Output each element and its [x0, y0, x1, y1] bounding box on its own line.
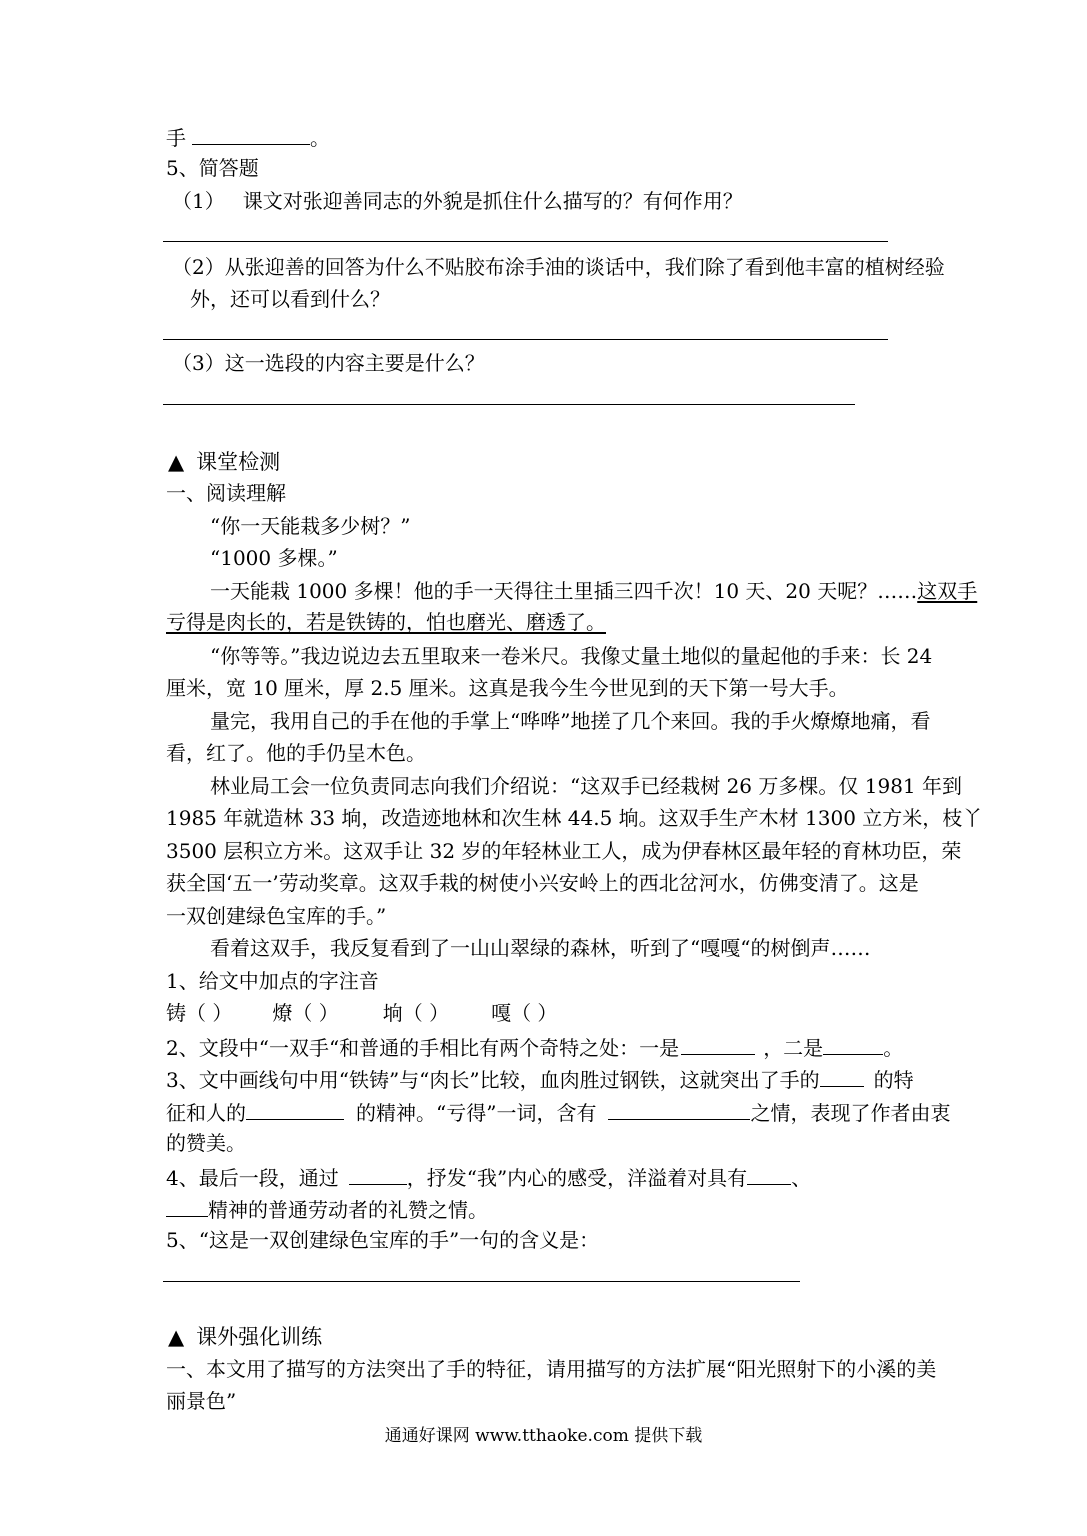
q5-3-question: （3）这一选段的内容主要是什么？: [172, 351, 485, 375]
paragraph-6-line5: 一双创建绿色宝库的手。”: [166, 904, 387, 928]
question-3-line3: 的赞美。: [166, 1131, 246, 1155]
question-2-text-c: 。: [883, 1036, 904, 1060]
class-test-heading: [168, 450, 280, 476]
underlined-sentence-start: 这双手: [917, 579, 978, 603]
answer-blank[interactable]: [681, 1034, 755, 1055]
paragraph-2: “1000 多棵。”: [210, 546, 338, 570]
q5-2-line2: 外，还可以看到什么？: [190, 287, 390, 311]
answer-blank[interactable]: [747, 1164, 791, 1185]
pinyin-item[interactable]: 铸（ ）: [166, 1001, 233, 1025]
class-test-title: 课堂检测: [196, 450, 281, 474]
paragraph-5-line2: 看，红了。他的手仍呈木色。: [166, 741, 426, 765]
answer-line-q5-3[interactable]: [163, 404, 855, 405]
pinyin-item[interactable]: 嘎（ ）: [491, 1001, 558, 1025]
paragraph-4-line1: “你等等。”我边说边去五里取来一卷米尺。我像丈量土地似的量起他的手来：长 24: [210, 644, 933, 668]
paragraph-4-line2: 厘米，宽 10 厘米，厚 2.5 厘米。这真是我今生今世见到的天下第一号大手。: [166, 676, 849, 700]
triangle-icon: ▲: [168, 1325, 185, 1349]
paragraph-5-line1: 量完，我用自己的手在他的手掌上“哗哗”地搓了几个来回。我的手火燎燎地痛，看: [210, 709, 931, 733]
question-1: 1、给文中加点的字注音: [166, 969, 379, 993]
paragraph-6-line2: 1985 年就造林 33 垧，改造迹地林和次生林 44.5 垧。这双手生产木材 1300 立方米，枝丫: [166, 806, 983, 830]
extra-training-title: 课外强化训练: [196, 1325, 323, 1349]
question-3-text-b: 的特: [873, 1068, 914, 1092]
q5-1-question: [172, 189, 743, 215]
question-4-text: 4、最后一段，通过: [166, 1166, 339, 1190]
extra-training-heading: [168, 1325, 322, 1351]
paragraph-1: “你一天能栽多少树？”: [210, 514, 411, 538]
page-footer: 通通好课网 www.tthaoke.com 提供下载: [384, 1426, 703, 1446]
question-3-text: 3、文中画线句中用“铁铸”与“肉长”比较，血肉胜过钢铁，这就突出了手的: [166, 1068, 820, 1092]
q4-tail-prefix: 手: [166, 126, 186, 150]
underlined-sentence: 亏得是肉长的，若是铁铸的，怕也磨光、磨透了。: [166, 610, 606, 634]
pinyin-item[interactable]: 垧（ ）: [382, 1001, 450, 1025]
answer-line-q5-1[interactable]: [163, 241, 888, 242]
q5-2-line1: （2）从张迎善的回答为什么不贴胶布涂手油的谈话中，我们除了看到他丰富的植树经验: [172, 255, 945, 279]
pinyin-item[interactable]: 燎（ ）: [272, 1001, 339, 1025]
extra-question-line1: 一、本文用了描写的方法突出了手的特征，请用描写的方法扩展“阳光照射下的小溪的美: [166, 1357, 937, 1381]
question-2: [166, 1034, 903, 1060]
question-3-text-c: 征和人的: [166, 1101, 246, 1125]
extra-question-line2: 丽景色”: [166, 1389, 237, 1413]
question-2-text-b: ，二是: [763, 1036, 824, 1060]
paragraph-3-line1: [210, 579, 977, 605]
triangle-icon: ▲: [168, 450, 185, 474]
question-4-text-b: ，抒发“我”内心的感受，洋溢着对具有: [406, 1166, 748, 1190]
question-3-text-e: 之情，表现了作者由衷: [750, 1101, 951, 1125]
question-4-text-d: 精神的普通劳动者的礼赞之情。: [208, 1198, 488, 1222]
q5-1-text: 课文对张迎善同志的外貌是抓住什么描写的？有何作用？: [242, 189, 743, 213]
q5-1-num: （1）: [172, 189, 225, 213]
answer-blank[interactable]: [192, 124, 310, 145]
answer-line-q5-2[interactable]: [163, 339, 888, 340]
question-3-text-d: 的精神。“亏得”一词，含有: [356, 1101, 597, 1125]
answer-blank[interactable]: [246, 1099, 344, 1120]
answer-line-q5[interactable]: [163, 1281, 800, 1282]
q5-title: 5、简答题: [166, 156, 259, 180]
answer-blank[interactable]: [349, 1164, 407, 1185]
question-4-text-c: 、: [791, 1166, 812, 1190]
answer-blank[interactable]: [820, 1066, 864, 1087]
question-2-text: 2、文段中“一双手“和普通的手相比有两个奇特之处：一是: [166, 1036, 680, 1060]
question-4-line2: [166, 1196, 488, 1222]
question-4-line1: [166, 1164, 811, 1190]
answer-blank[interactable]: [166, 1196, 208, 1217]
answer-blank[interactable]: [823, 1034, 883, 1055]
q4-tail-line: [166, 124, 330, 150]
paragraph-6-line3: 3500 层积立方米。这双手让 32 岁的年轻林业工人，成为伊春林区最年轻的育林功臣，荣: [166, 839, 962, 863]
paragraph-3-text: 一天能栽 1000 多棵！他的手一天得往土里插三四千次！10 天、20 天呢？……: [210, 579, 918, 603]
question-3-line2: [166, 1099, 950, 1125]
question-5: 5、“这是一双创建绿色宝库的手”一句的含义是：: [166, 1228, 600, 1252]
q4-tail-suffix: 。: [310, 126, 330, 150]
pinyin-items: [166, 1001, 557, 1027]
paragraph-6-line1: 林业局工会一位负责同志向我们介绍说：“这双手已经栽树 26 万多棵。仅 1981 年到: [210, 774, 963, 798]
answer-blank[interactable]: [608, 1099, 750, 1120]
section-reading: 一、阅读理解: [166, 481, 286, 505]
paragraph-6-line4: 获全国‘五一’劳动奖章。这双手栽的树使小兴安岭上的西北岔河水，仿佛变清了。这是: [166, 871, 919, 895]
paragraph-7: 看着这双手，我反复看到了一山山翠绿的森林，听到了“嘎嘎“的树倒声……: [210, 936, 871, 960]
question-3-line1: [166, 1066, 914, 1092]
